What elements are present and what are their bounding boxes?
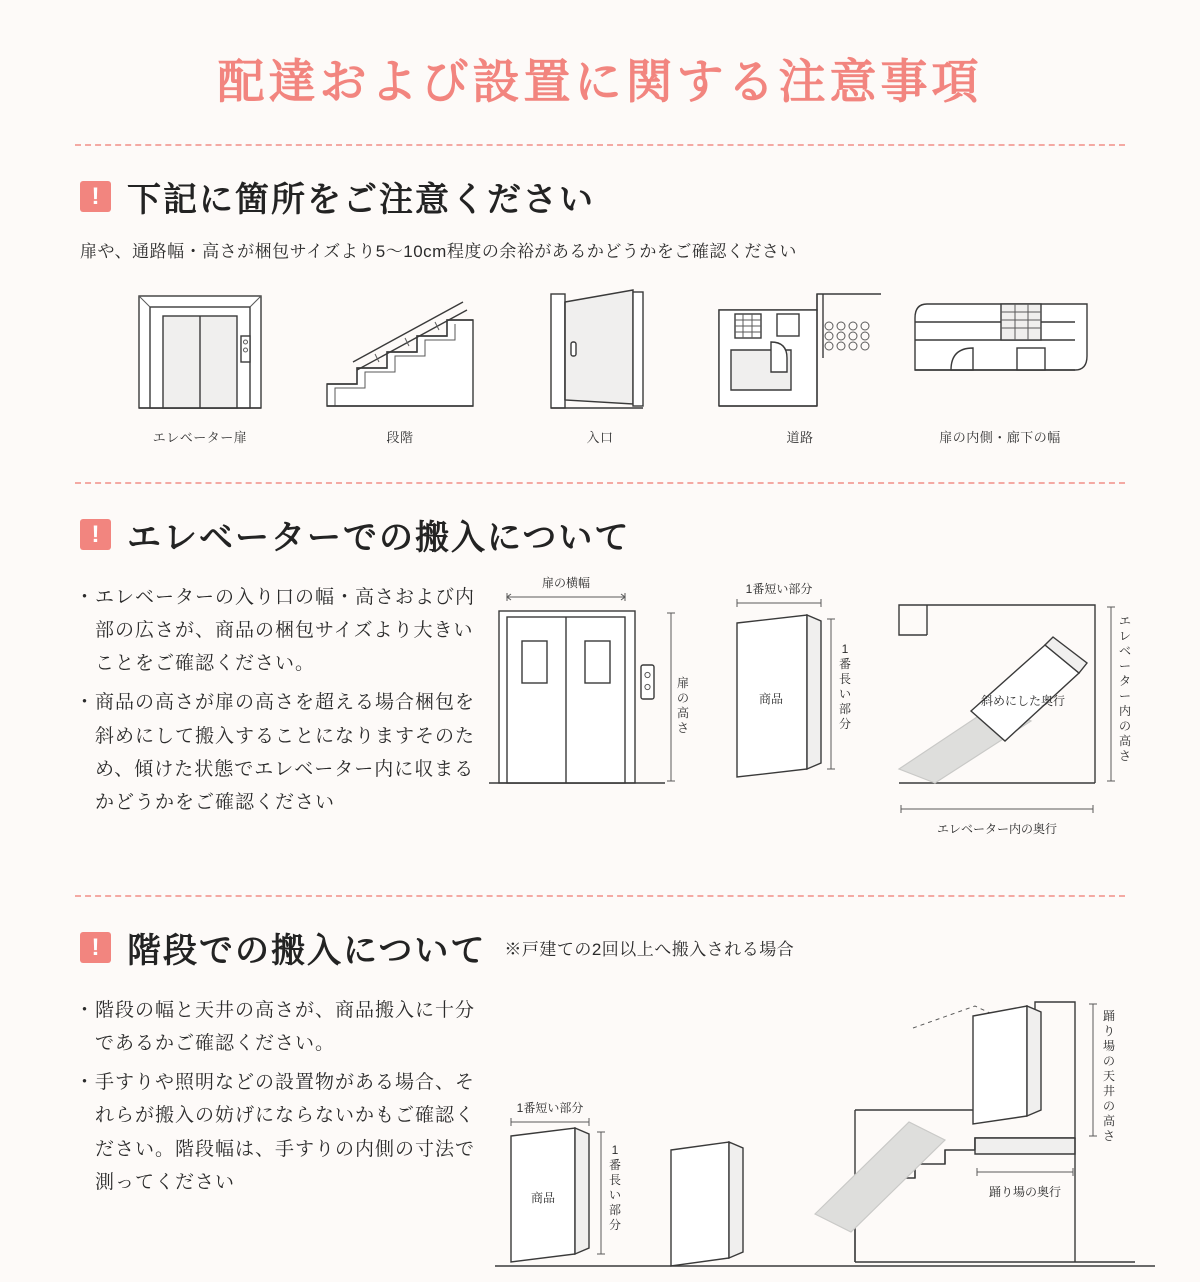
section-2-figure [475,569,1200,859]
svg-text:部: 部 [608,1202,622,1217]
label-shortest-part-3: 1番短い部分 [516,1100,584,1115]
section-3-heading-group [80,923,486,972]
svg-text:の: の [1118,718,1132,733]
label-landing-ceiling-height: 踊 [1102,1008,1116,1023]
icon-cell-stairs [305,284,495,446]
svg-text:の: の [676,690,690,705]
section-3-title: 階段での搬入について [127,931,487,970]
svg-text:ー: ー [1118,688,1132,703]
svg-text:ベ: ベ [1118,643,1132,658]
label-door-height: 扉 [676,675,690,690]
bullet-dot: ・ [75,586,96,608]
svg-text:の: の [1102,1053,1116,1068]
label-tilted-depth: 斜めにした奥行 [980,693,1066,708]
bullet-dot: ・ [75,1072,96,1094]
stairs-loading-diagram [475,982,1175,1282]
section-2-body [0,569,1200,859]
label-product: 商品 [758,691,784,706]
svg-text:の: の [1102,1098,1116,1113]
svg-text:タ: タ [1118,673,1132,688]
section-3-header [0,897,1200,972]
bullet-text: 商品の高さが扉の高さを超える場合梱包を斜めにして搬入することになりますそのため、傾けた状態でエレベーター内に収まるかどうかをご確認ください [95,692,476,814]
svg-text:さ: さ [1118,748,1132,763]
page-title: 配達および設置に関する注意事項 [217,55,983,108]
section-3-body [0,982,1200,1282]
svg-text:い: い [838,686,852,701]
exclamation-icon: ! [80,519,111,550]
svg-text:さ: さ [676,720,690,735]
svg-text:り: り [1102,1023,1116,1038]
exclamation-icon: ! [80,932,111,963]
stairs-icon [305,284,495,419]
icon-caption: 道路 [786,429,814,445]
section-3-bullets [75,982,475,1282]
divider-1 [75,144,1125,146]
svg-text:番: 番 [838,656,852,671]
svg-text:天: 天 [1102,1068,1116,1083]
section-3-subnote: ※戸建ての2回以上へ搬入される場合 [504,939,795,959]
icon-caption: 段階 [386,429,414,445]
road-icon [705,284,895,419]
icon-cell-entrance [505,284,695,446]
elevator-door-icon [105,284,295,419]
icon-caption: エレベーター扉 [152,429,248,445]
svg-text:部: 部 [838,701,852,716]
svg-text:長: 長 [608,1172,622,1187]
svg-text:レ: レ [1118,628,1132,643]
divider-2 [75,482,1125,484]
label-elevator-inner-depth: エレベーター内の奥行 [936,821,1058,836]
icon-caption: 入口 [586,429,614,445]
svg-text:分: 分 [838,716,852,731]
svg-text:高: 高 [1118,733,1132,748]
bullet-text: 階段の幅と天井の高さが、商品搬入に十分であるかご確認ください。 [95,999,476,1054]
elevator-loading-diagram [475,569,1175,859]
icon-cell-corridor [905,284,1095,446]
section-2-title: エレベーターでの搬入について [127,518,631,557]
entrance-door-icon [505,284,695,419]
svg-text:場: 場 [1102,1038,1116,1053]
label-longest-part: 1 [841,641,849,656]
section-1-note: 扉や、通路幅・高さが梱包サイズより5〜10cm程度の余裕があるかどうかをご確認ください [80,241,797,261]
svg-text:い: い [608,1187,622,1202]
section-3-figure [475,982,1200,1282]
corridor-width-icon [905,284,1095,419]
svg-text:高: 高 [1102,1113,1116,1128]
section-2-header [80,510,1200,559]
svg-text:番: 番 [608,1157,622,1172]
icon-cell-elevator [105,284,295,446]
section-1-header [80,172,1200,221]
svg-text:内: 内 [1118,703,1132,718]
label-longest-part-3: 1 [611,1142,619,1157]
icon-cell-road [705,284,895,446]
svg-text:分: 分 [608,1217,622,1232]
svg-text:高: 高 [676,705,690,720]
list-item [75,994,475,1061]
label-door-width: 扉の横幅 [541,575,591,590]
bullet-text: 手すりや照明などの設置物がある場合、それらが搬入の妨げにならないかもご確認ください。階段幅は、手すりの内側の寸法で測ってください [95,1072,476,1193]
bullet-text: エレベーターの入り口の幅・高さおよび内部の広さが、商品の梱包サイズより大きいことをご確認ください。 [95,586,476,675]
label-product-3: 商品 [530,1190,556,1205]
svg-text:井: 井 [1102,1083,1116,1098]
bullet-dot: ・ [75,999,96,1021]
label-landing-depth: 踊り場の奥行 [988,1184,1062,1199]
svg-text:長: 長 [838,671,852,686]
icon-caption: 扉の内側・廊下の幅 [939,429,1061,445]
list-item [75,581,475,681]
list-item [75,1066,475,1199]
label-elevator-inner-height: エ [1118,613,1132,628]
svg-text:さ: さ [1102,1128,1116,1143]
bullet-dot: ・ [75,692,96,714]
section-1-title: 下記に箇所をご注意ください [127,180,595,219]
section-1-icon-row [105,284,1095,446]
exclamation-icon: ! [80,181,111,212]
label-shortest-part: 1番短い部分 [745,581,813,596]
section-2-bullets [75,569,475,859]
svg-text:ー: ー [1118,658,1132,673]
list-item [75,686,475,819]
